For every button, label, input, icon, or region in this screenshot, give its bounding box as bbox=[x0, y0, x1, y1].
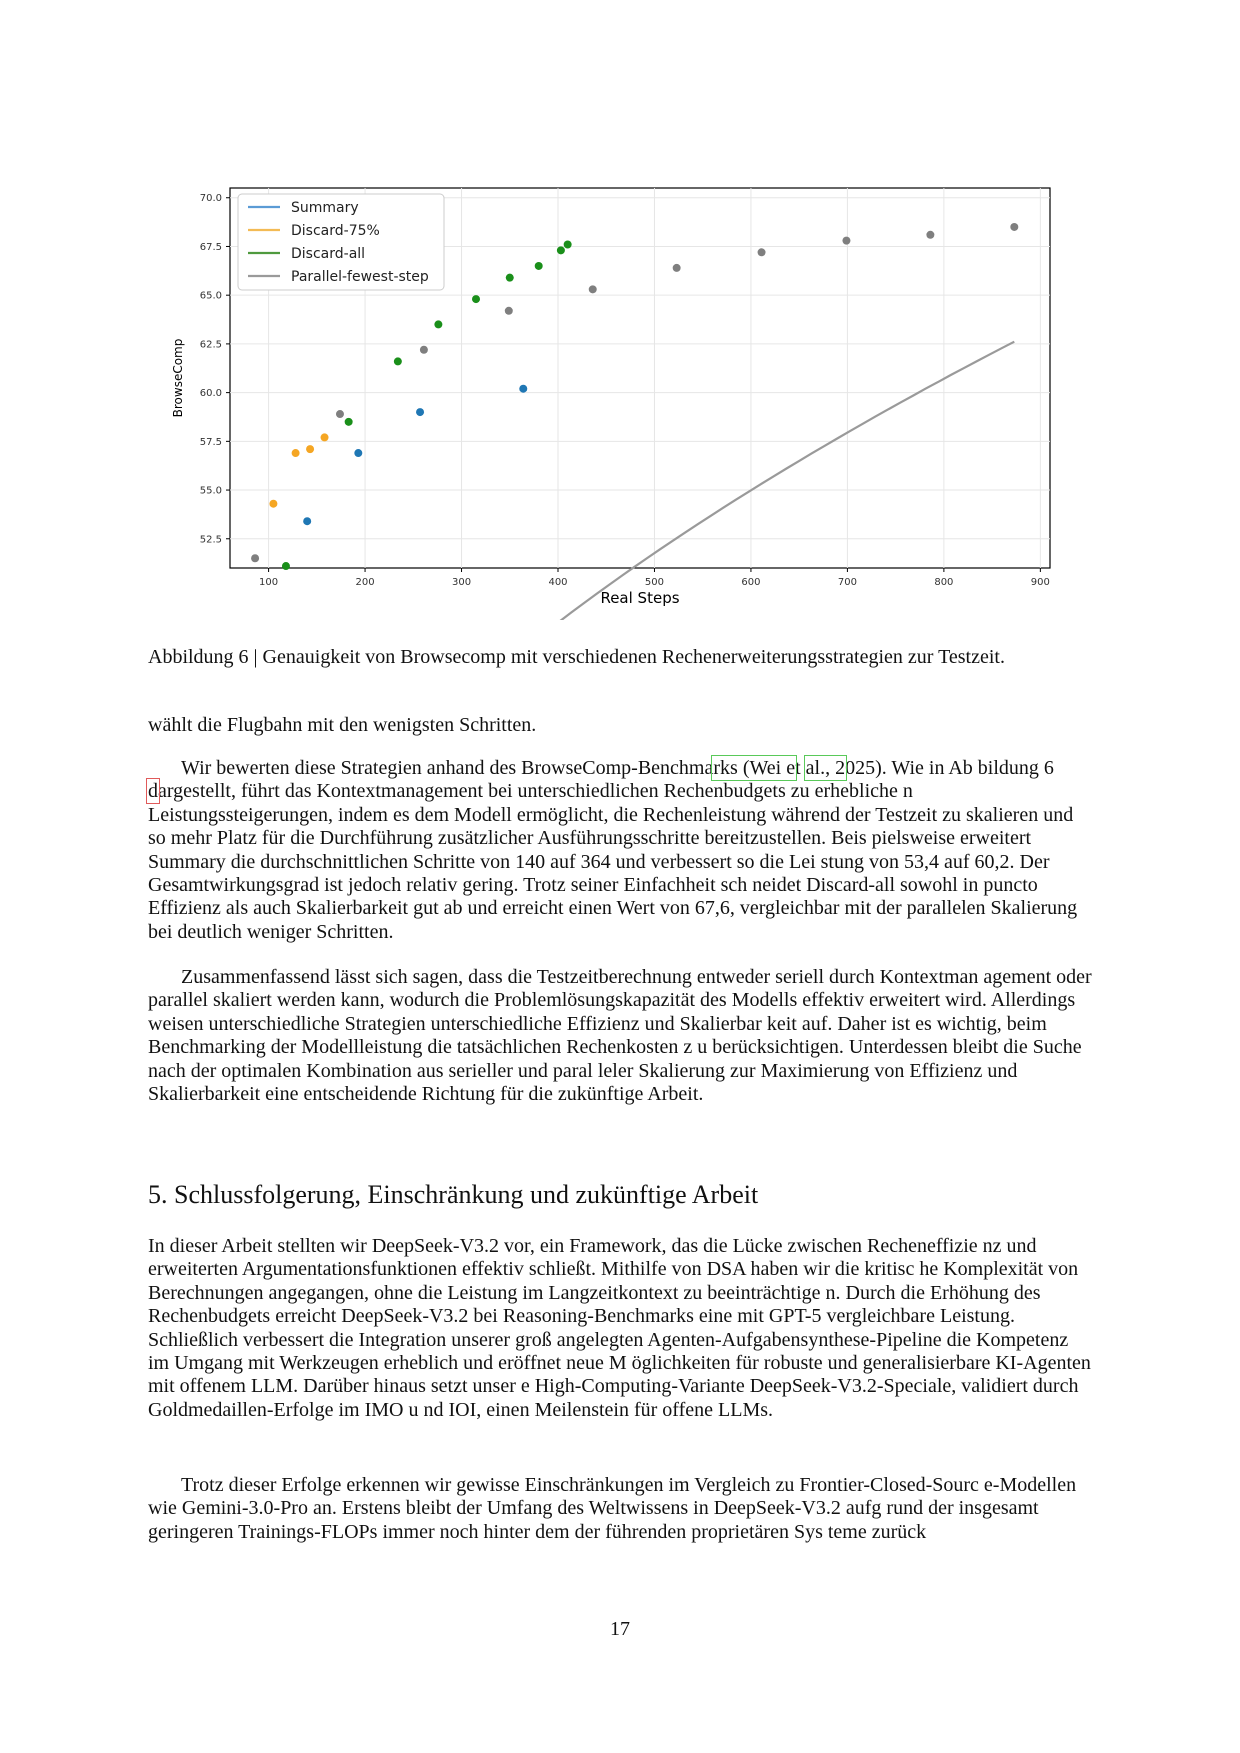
y-tick-label: 65.0 bbox=[199, 290, 222, 302]
paragraph-2-text-a: Wir bewerten diese Strategien anhand des BrowseComp-Benchma bbox=[181, 757, 714, 779]
data-point bbox=[434, 320, 442, 328]
paragraph-2-text-b: t bbox=[795, 757, 806, 779]
legend-label: Discard-all bbox=[291, 246, 366, 262]
y-tick-label: 55.0 bbox=[199, 485, 222, 497]
data-point bbox=[842, 237, 850, 245]
paragraph-5: Trotz dieser Erfolge erkennen wir gewisse Einschränkungen im Vergleich zu Frontier-Closed-Sourc e-Modellen wie Gemini-3.0-Pro an. Erstens bleibt der Umfang des Weltwissens in DeepSeek-V3.2 aufg rund der insgesamt geringeren Trainings-FLOPs immer noch hinter dem der führenden proprietären Sys teme zurück bbox=[148, 1474, 1077, 1543]
x-tick-label: 400 bbox=[548, 577, 568, 588]
figure-link-6[interactable]: d bbox=[148, 780, 158, 803]
data-point bbox=[926, 231, 934, 239]
data-point bbox=[394, 357, 402, 365]
page-number: 17 bbox=[610, 1618, 630, 1640]
x-tick-label: 700 bbox=[837, 577, 857, 588]
x-axis-label: Real Steps bbox=[600, 589, 680, 607]
data-point bbox=[416, 408, 424, 416]
figure-caption: Abbildung 6 | Genauigkeit von Browsecomp mit verschiedenen Rechenerweiterungsstrategien zur Testzeit. bbox=[148, 646, 1005, 668]
data-point bbox=[589, 285, 597, 293]
paragraph-2-text-d: argestellt, führt das Kontextmanagement bei unterschiedlichen Rechenbudgets zu erhebliche n Leistungssteigerungen, indem es dem Modell ermöglicht, die Rechenleistung während der Testzeit zu skalieren und so mehr Platz für die Durchführung zusätzlicher Ausführungsschritte bereitzustellen. Beis pielsweise erweitert Summary die durchschnittlichen Schritte von 140 auf 364 und verbessert so die Lei stung von 53,4 auf 60,2. Der Gesamtwirkungsgrad ist jedoch relativ gering. Trotz seiner Einfachheit sch neidet Discard-all sowohl in puncto Effizienz als auch Skalierbarkeit gut ab und erreicht einen Wert von 67,6, vergleichbar mit der parallelen Skalierung bei deutlich weniger Schritten. bbox=[148, 780, 1078, 943]
data-point bbox=[269, 500, 277, 508]
y-axis-label: BrowseComp bbox=[171, 338, 185, 418]
x-tick-label: 600 bbox=[741, 577, 761, 588]
x-tick-label: 900 bbox=[1030, 577, 1050, 588]
data-point bbox=[673, 264, 681, 272]
y-tick-label: 60.0 bbox=[199, 388, 222, 400]
paragraph-2-text-c: 025). Wie in Ab bildung 6 bbox=[845, 757, 1054, 779]
data-point bbox=[1010, 223, 1018, 231]
citation-link-year[interactable]: al., 2 bbox=[805, 757, 846, 779]
data-point bbox=[564, 241, 572, 249]
y-tick-label: 67.5 bbox=[199, 241, 222, 253]
browsecomp-chart bbox=[160, 180, 1060, 620]
y-tick-label: 62.5 bbox=[199, 339, 222, 351]
x-axis-ticks bbox=[259, 568, 1050, 588]
data-point bbox=[535, 262, 543, 270]
data-point bbox=[354, 449, 362, 457]
data-point bbox=[251, 554, 259, 562]
x-tick-label: 300 bbox=[451, 577, 472, 588]
x-tick-label: 500 bbox=[644, 577, 665, 588]
data-point bbox=[292, 449, 300, 457]
section-title: 5. Schlussfolgerung, Einschränkung und zukünftige Arbeit bbox=[148, 1180, 759, 1209]
y-axis-ticks bbox=[200, 193, 230, 545]
paragraph-4: In dieser Arbeit stellten wir DeepSeek-V3.2 vor, ein Framework, das die Lücke zwischen Recheneffizie nz und erweiterten Argumentationsfunktionen effektiv schließt. Mithilfe von DSA haben wir die kritisc he Komplexität von Berechnungen angegangen, ohne die Leistung im Langzeitkontext zu beeinträchtige n. Durch die Erhöhung des Rechenbudgets erreicht DeepSeek-V3.2 bei Reasoning-Benchmarks eine mit GPT-5 vergleichbare Leistung. Schließlich verbessert die Integration unserer groß angelegten Agenten-Aufgabensynthese-Pipeline die Kompetenz im Umgang mit Werkzeugen erheblich und eröffnet neue M öglichkeiten für robuste und generalisierbare KI-Agenten mit offenem LLM. Darüber hinaus setzt unser e High-Computing-Variante DeepSeek-V3.2-Speciale, validiert durch Goldmedaillen-Erfolge im IMO u nd IOI, einen Meilenstein für offene LLMs. bbox=[148, 1235, 1091, 1421]
y-tick-label: 57.5 bbox=[199, 436, 222, 448]
citation-link-wei[interactable]: rks (Wei e bbox=[713, 757, 796, 779]
data-point bbox=[472, 295, 480, 303]
legend-label: Parallel-fewest-step bbox=[291, 269, 429, 285]
legend-label: Discard-75% bbox=[291, 223, 380, 239]
y-tick-label: 52.5 bbox=[199, 534, 222, 546]
x-tick-label: 800 bbox=[934, 577, 954, 588]
legend-label: Summary bbox=[291, 200, 359, 216]
data-point bbox=[306, 445, 314, 453]
data-point bbox=[303, 517, 311, 525]
paragraph-3: Zusammenfassend lässt sich sagen, dass die Testzeitberechnung entweder seriell durch Kontextman agement oder parallel skaliert werden kann, wodurch die Problemlösungskapazität des Modells effektiv erweitert wird. Allerdings weisen unterschiedliche Strategien unterschiedliche Effizienz und Skalierbar keit auf. Daher ist es wichtig, beim Benchmarking der Modellleistung die tatsächlichen Rechenkosten z u berücksichtigen. Unterdessen bleibt die Suche nach der optimalen Kombination aus serieller und paral leler Skalierung zur Maximierung von Effizienz und Skalierbarkeit eine entscheidende Richtung für die zukünftige Arbeit. bbox=[148, 966, 1092, 1106]
paragraph-2 bbox=[148, 757, 1092, 944]
legend bbox=[238, 194, 444, 290]
data-point bbox=[557, 246, 565, 254]
data-point bbox=[336, 410, 344, 418]
x-tick-label: 200 bbox=[355, 577, 375, 588]
data-point bbox=[758, 248, 766, 256]
x-tick-label: 100 bbox=[259, 577, 279, 588]
paragraph-1: wählt die Flugbahn mit den wenigsten Schritten. bbox=[148, 714, 537, 736]
data-point bbox=[282, 562, 290, 570]
y-tick-label: 70.0 bbox=[199, 193, 222, 205]
data-point bbox=[345, 418, 353, 426]
data-point bbox=[321, 433, 329, 441]
data-point bbox=[506, 274, 514, 282]
data-point bbox=[505, 307, 513, 315]
data-point bbox=[420, 346, 428, 354]
data-point bbox=[519, 385, 527, 393]
